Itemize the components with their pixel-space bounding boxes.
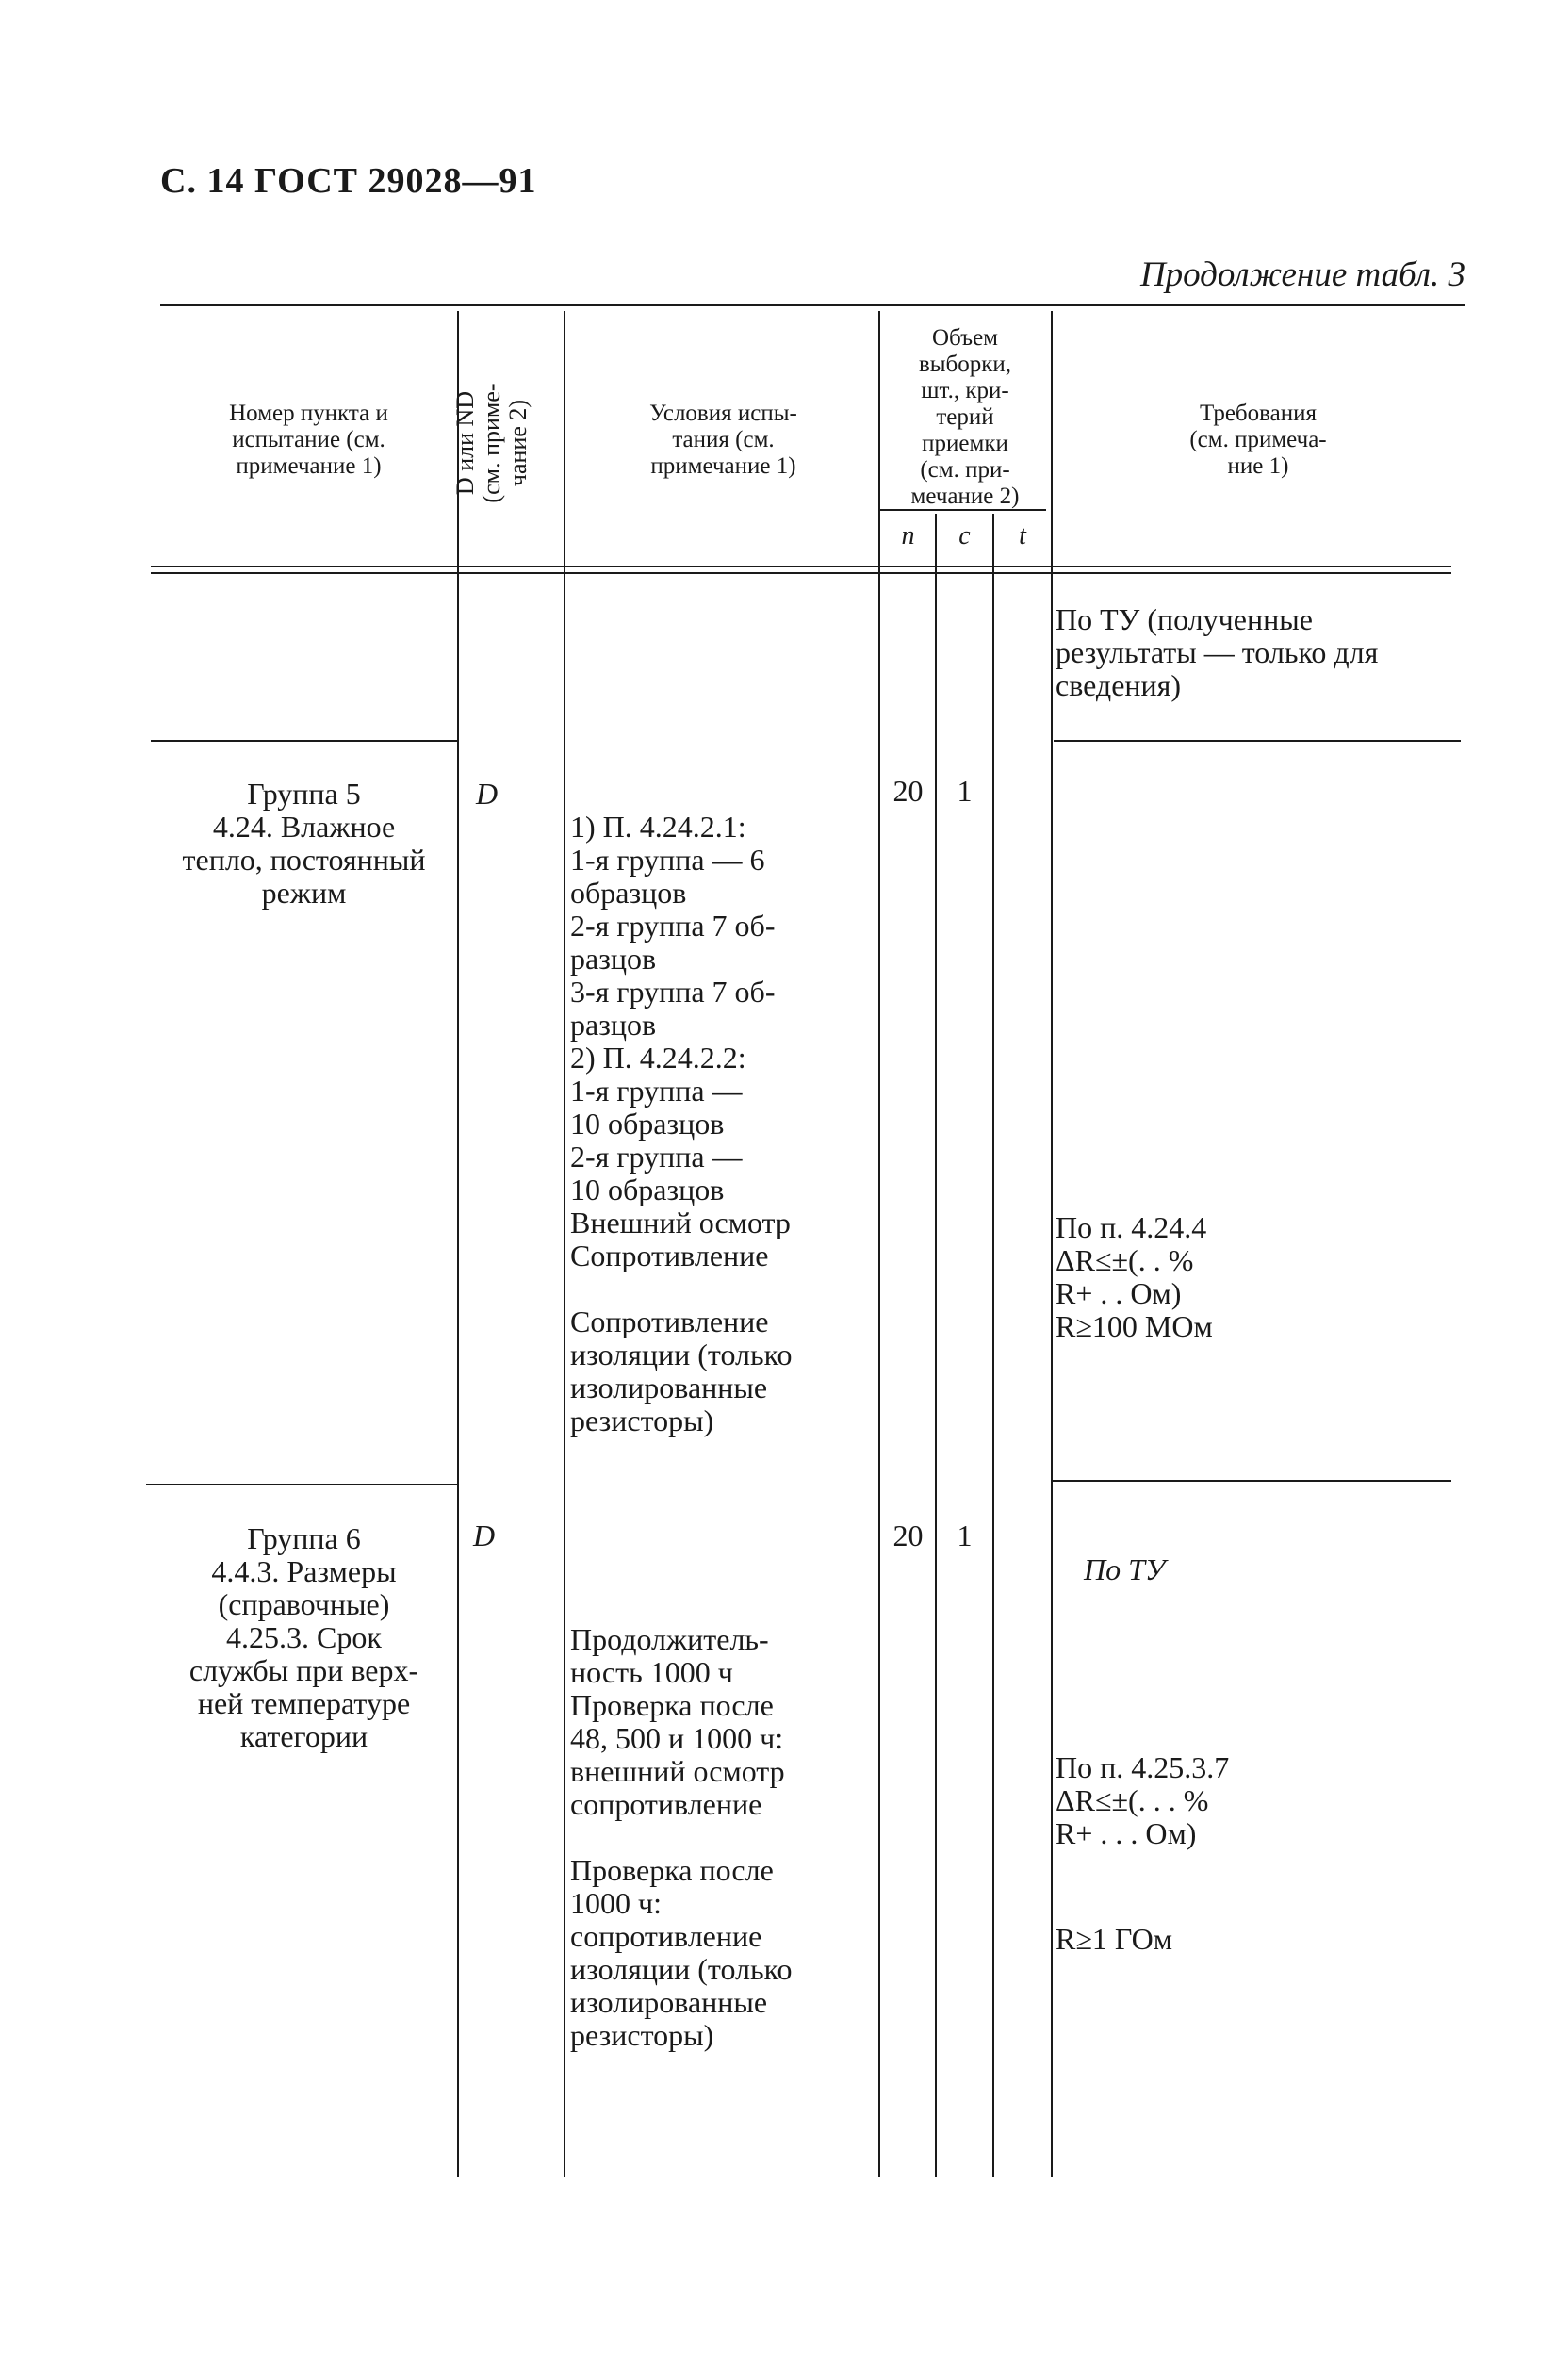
row1-n: 20: [892, 774, 924, 808]
page-header: С. 14 ГОСТ 29028—91: [160, 161, 537, 201]
table-continuation-label: Продолжение табл. 3: [1139, 255, 1465, 294]
header-bottom-rule-1: [151, 566, 1451, 567]
header-bottom-rule-2: [151, 572, 1451, 574]
col-divider-1: [457, 311, 459, 2177]
header-conditions: Условия испы- тания (см. примечание 1): [649, 401, 797, 479]
row2-n: 20: [892, 1518, 924, 1552]
col-divider-3: [878, 311, 880, 2177]
row1-test-name: Группа 5 4.24. Влажное тепло, постоянный режим: [182, 777, 426, 910]
row2-test-name: Группа 6 4.4.3. Размеры (справочные) 4.25.3. Срок службы при верх- ней температуре категории: [188, 1521, 419, 1753]
col-divider-4: [1051, 311, 1053, 2177]
row2-conditions: Продолжитель- ность 1000 ч Проверка после 48, 500 и 1000 ч: внешний осмотр сопротивление Проверка после 1000 ч: сопротивление изоляции (только изолированные резисторы): [570, 1622, 793, 2052]
col-divider-n-c: [935, 514, 937, 2177]
row-divider-2-right: [1051, 1480, 1451, 1482]
header-requirements: Требования (см. примеча- ние 1): [1189, 401, 1327, 479]
row2-requirement-1: По ТУ: [1084, 1552, 1166, 1586]
header-t: t: [1019, 521, 1026, 550]
header-d-nd: D или ND (см. приме- чание 2): [451, 383, 532, 503]
table-top-rule: [160, 304, 1465, 306]
header-n: n: [901, 521, 915, 550]
row1-requirements: По п. 4.24.4 ΔR≤±(. . % R+ . . Ом) R≥100 МОм: [1056, 1210, 1213, 1343]
row1-c: 1: [957, 774, 973, 808]
row2-c: 1: [957, 1518, 973, 1552]
row-divider-1-left: [151, 740, 457, 742]
header-c: c: [958, 521, 971, 550]
row1-d-nd: D: [476, 777, 499, 811]
header-test-number: Номер пункта и испытание (см. примечание 1): [229, 401, 388, 479]
row1-conditions: 1) П. 4.24.2.1: 1-я группа — 6 образцов 2-я группа 7 об- разцов 3-я группа 7 об- разцов 2) П. 4.24.2.2: 1-я группа — 10 образцов 2-я группа — 10 образцов Внешний осмотр Сопротивление Сопротивление изоляции (только изолированные резисторы): [570, 810, 793, 1437]
col-divider-c-t: [992, 514, 994, 2177]
row2-requirement-2: По п. 4.25.3.7 ΔR≤±(. . . % R+ . . . Ом): [1056, 1750, 1230, 1850]
row2-requirement-3: R≥1 ГОм: [1056, 1922, 1172, 1956]
header-sample-size: Объем выборки, шт., кри- терий приемки (см. при- мечание 2): [910, 325, 1020, 509]
row-divider-2-left: [146, 1484, 457, 1485]
row2-d-nd: D: [473, 1518, 496, 1552]
row-divider-1-right: [1054, 740, 1461, 742]
row0-requirements: По ТУ (полученные результаты — только для сведения): [1056, 602, 1379, 702]
col-divider-2: [564, 311, 565, 2177]
